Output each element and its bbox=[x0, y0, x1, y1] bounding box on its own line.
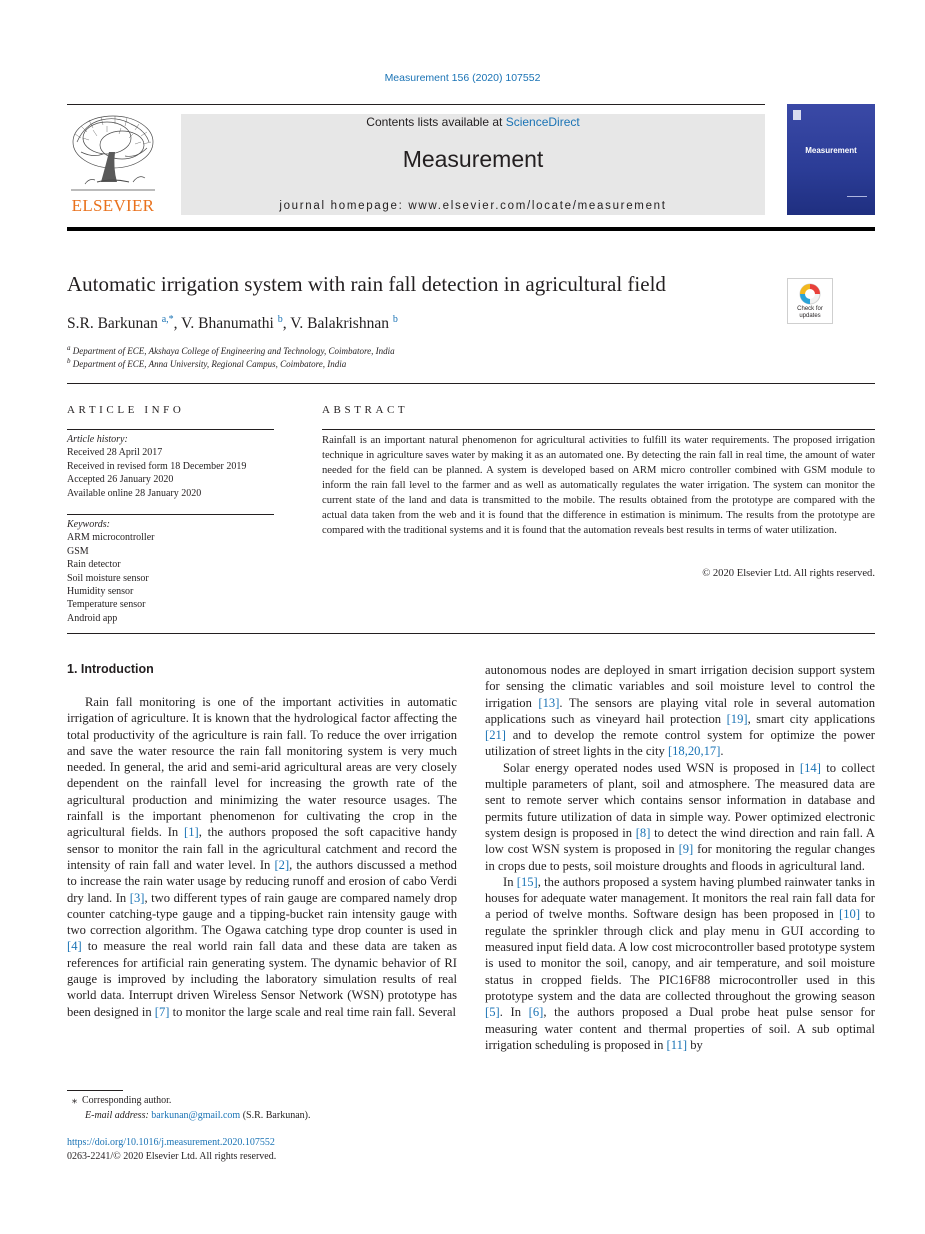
affiliation-text: Department of ECE, Akshaya College of Engineering and Technology, Coimbatore, India bbox=[72, 346, 395, 356]
article-info-heading: ARTICLE INFO bbox=[67, 404, 185, 416]
abstract-rule bbox=[322, 429, 875, 430]
body-column-left bbox=[67, 694, 457, 1020]
contents-prefix: Contents lists available at bbox=[366, 115, 506, 129]
body-text: , smart city applications bbox=[747, 711, 875, 726]
masthead-thick-rule bbox=[67, 227, 875, 231]
history-received: Received 28 April 2017 bbox=[67, 447, 163, 459]
body-text: . The sensors are playing vital role in several automation applications such as vineyard hail protection bbox=[485, 695, 875, 726]
body-paragraph bbox=[485, 760, 875, 874]
body-paragraph bbox=[67, 694, 457, 1020]
author-separator: , bbox=[173, 315, 182, 332]
body-text: and to develop the remote control system for optimize the power utilization of street lights in the city bbox=[485, 728, 875, 759]
body-paragraph bbox=[485, 662, 875, 760]
author-email-link[interactable]: barkunan@gmail.com bbox=[151, 1110, 241, 1121]
body-text: to monitor the large scale and real time rain fall. Several bbox=[169, 1004, 456, 1019]
citation-link[interactable]: [5] bbox=[485, 1005, 500, 1020]
body-text: Rain fall monitoring is one of the important activities in automatic irrigation of agriculture. It is known that the hydrological factor affecting the total productivity of the agriculture is rain fall. To reduce the over irrigation and save the water resource the rain fall monitoring system is very much needed. In general, the arid and semi-arid agricultural areas are very closely dependent on the rainfall level for increasing the growth rate of the agricultural production and minimizing the water resource usages. The rainfall is the important phenomenon for cultivating the crop in the agricultural fields. In bbox=[67, 695, 457, 840]
author-separator: , bbox=[282, 315, 291, 332]
cover-logo-icon bbox=[793, 110, 801, 120]
body-text: , two different types of rain gauge are compared namely drop counter catching-type gauge and a tipping-bucket rain intensity gauge with two correction algorithm. The Ogawa catching type drop counter is used in bbox=[67, 890, 458, 938]
body-text: autonomous nodes are deployed in smart irrigation decision support system for sensing the climatic variables and soil moisture level to control the irrigation bbox=[485, 663, 875, 710]
keyword-item: Android app bbox=[67, 612, 118, 624]
keywords-list bbox=[67, 518, 277, 625]
journal-reference-link[interactable]: Measurement 156 (2020) 107552 bbox=[384, 72, 541, 84]
doi-block bbox=[67, 1136, 276, 1164]
citation-link[interactable]: [21] bbox=[485, 728, 506, 743]
keyword-item: Soil moisture sensor bbox=[67, 572, 149, 584]
body-paragraph bbox=[485, 874, 875, 1053]
keyword-item: Humidity sensor bbox=[67, 586, 134, 598]
crossmark-label: Check for updates bbox=[797, 306, 823, 319]
body-text: by bbox=[687, 1037, 703, 1052]
doi-link[interactable]: https://doi.org/10.1016/j.measurement.2020.107552 bbox=[67, 1137, 275, 1148]
citation-link[interactable]: [10] bbox=[839, 907, 861, 922]
author-affiliation-marker[interactable]: b bbox=[277, 314, 283, 325]
body-text: , the authors discussed a method to increase the rain water usage by reducing runoff and erosion of cabo Verdi dry land. In bbox=[67, 857, 457, 905]
cover-decoration-icon bbox=[847, 196, 867, 209]
elsevier-logo bbox=[67, 112, 159, 216]
keywords-rule bbox=[67, 514, 274, 515]
affiliation-mark: b bbox=[67, 357, 71, 365]
top-rule bbox=[67, 104, 765, 105]
history-online: Available online 28 January 2020 bbox=[67, 487, 202, 499]
citation-link[interactable]: [7] bbox=[154, 1004, 170, 1019]
body-column-right bbox=[485, 662, 875, 1053]
journal-masthead bbox=[181, 114, 765, 215]
history-revised: Received in revised form 18 December 2019 bbox=[67, 460, 247, 472]
cover-title: Measurement bbox=[805, 146, 857, 155]
section-rule bbox=[67, 383, 875, 384]
body-text: to detect the wind direction and rain fall. A low cost WSN system is proposed in bbox=[485, 825, 875, 857]
email-label: E-mail address: bbox=[85, 1110, 149, 1121]
history-label: Article history: bbox=[67, 434, 128, 445]
body-text: to measure the real world rain fall data and these data are taken as references for artificial rain generating system. The dynamic behavior of RI gauge is improved by including the laboratory simulation results of real world data. Interrupt driven Wireless Sensor Network (WSN) prototype has been designed in bbox=[67, 939, 457, 1019]
author-affiliation-marker[interactable]: b bbox=[392, 314, 398, 325]
body-text: , the authors proposed a system having plumbed rainwater tanks in houses for adequate water management. It monitors the real rain fall data for a period of twelve months. Software design has been proposed in bbox=[485, 874, 876, 922]
author-name[interactable]: S.R. Barkunan bbox=[67, 315, 158, 332]
body-text: to regulate the sprinkler through click and play menu in GUI according to measured input field data. A low cost microcontroller based prototype system is used to monitor the soil, canopy, and air temperature, and soil moisture status in cropped fields. The PIC16F88 microcontroller used in this prototype system and the data are collected throughout the growing season bbox=[485, 907, 876, 1003]
citation-link[interactable]: [14] bbox=[799, 760, 821, 775]
abstract-text: Rainfall is an important natural phenomenon for agricultural activities to fulfill its water requirements. The proposed irrigation technique in agriculture saves water by making it as an automated one. By detecting the rain fall in real time, the amount of water needed for the field can be planned. A system is developed based on ARM micro controller combined with GSM module to inform the rain fall level to the farmer and as well as automatically regulates the water irrigation. The system can monitor the current state of the land and data is transmitted to the mobile. The results obtained from the prototype are compared with the actual data taken from the web and it is found that the difference in estimation is minimum. The results from the prototype are compared with the traditional systems and it is found that the automation reveals best results in terms of water utilization. bbox=[322, 435, 875, 536]
citation-link[interactable]: [18,20,17] bbox=[667, 744, 721, 759]
keyword-item: ARM microcontroller bbox=[67, 532, 155, 544]
affiliation-text: Department of ECE, Anna University, Regional Campus, Coimbatore, India bbox=[72, 359, 347, 369]
footnote-star: ⁎ bbox=[72, 1095, 77, 1106]
keyword-item: Rain detector bbox=[67, 559, 121, 571]
sciencedirect-link[interactable]: ScienceDirect bbox=[505, 115, 580, 129]
corresponding-author-footnote bbox=[67, 1093, 310, 1123]
check-for-updates-button[interactable] bbox=[787, 278, 833, 324]
citation-link[interactable]: [6] bbox=[528, 1005, 544, 1020]
elsevier-wordmark: ELSEVIER bbox=[71, 196, 155, 215]
affiliation-mark: a bbox=[67, 344, 71, 352]
affiliation-a bbox=[67, 344, 395, 356]
contents-line bbox=[181, 115, 765, 129]
crossmark-icon bbox=[788, 279, 832, 309]
author-name[interactable]: V. Balakrishnan bbox=[290, 315, 389, 332]
citation-link[interactable]: [1] bbox=[184, 825, 199, 840]
abstract-heading: ABSTRACT bbox=[322, 404, 409, 416]
abstract-copyright: © 2020 Elsevier Ltd. All rights reserved. bbox=[702, 568, 875, 579]
body-text: . In bbox=[499, 1005, 529, 1020]
issn-copyright: 0263-2241/© 2020 Elsevier Ltd. All rights reserved. bbox=[67, 1151, 277, 1162]
body-text: for monitoring the regular changes in crops due to pests, soil moisture droughts and floods in agricultural land. bbox=[485, 842, 875, 873]
introduction-heading: 1. Introduction bbox=[67, 662, 154, 676]
history-accepted: Accepted 26 January 2020 bbox=[67, 474, 174, 486]
citation-link[interactable]: [2] bbox=[274, 857, 290, 872]
citation-link[interactable]: [4] bbox=[67, 939, 82, 954]
footnote-rule bbox=[67, 1090, 123, 1091]
keyword-item: GSM bbox=[67, 545, 89, 557]
journal-name: Measurement bbox=[402, 146, 544, 172]
author-list bbox=[67, 314, 398, 333]
author-name[interactable]: V. Bhanumathi bbox=[181, 315, 274, 332]
body-text: to collect multiple parameters of plant, soil and atmosphere. The measured data are sent to remote server which contains sensor information in database and permits future utilization of data in simple way. Power optimized electronic system design is proposed in bbox=[485, 760, 875, 840]
citation-link[interactable]: [8] bbox=[635, 825, 651, 840]
body-text: , the authors proposed the soft capacitive handy sensor to monitor the rain fall in the agricultural catchment and record the intensity of rain fall and water level. In bbox=[67, 825, 457, 872]
citation-link[interactable]: [13] bbox=[538, 695, 560, 710]
email-owner: (S.R. Barkunan). bbox=[242, 1110, 311, 1121]
keyword-item: Temperature sensor bbox=[67, 599, 146, 611]
body-text: . bbox=[720, 744, 724, 759]
citation-link[interactable]: [15] bbox=[516, 874, 538, 889]
citation-link[interactable]: [9] bbox=[678, 842, 694, 857]
author-affiliation-marker[interactable]: a,* bbox=[161, 314, 174, 325]
body-text: In bbox=[503, 874, 517, 889]
affiliation-b bbox=[67, 357, 346, 369]
citation-link[interactable]: [19] bbox=[726, 711, 748, 726]
article-title: Automatic irrigation system with rain fall detection in agricultural field bbox=[67, 272, 666, 296]
journal-homepage-link[interactable]: journal homepage: www.elsevier.com/locate/measurement bbox=[279, 200, 667, 212]
body-text: , the authors proposed a Dual probe heat pulse sensor for measuring water content and thermal properties of soil. A sub optimal irrigation scheduling is proposed in bbox=[485, 1005, 875, 1052]
article-info-rule bbox=[67, 429, 274, 430]
footnote-corresponding: Corresponding author. bbox=[82, 1095, 172, 1106]
keywords-label: Keywords: bbox=[67, 519, 110, 530]
section-rule bbox=[67, 633, 875, 634]
citation-link[interactable]: [3] bbox=[129, 890, 145, 905]
article-history bbox=[67, 433, 277, 500]
body-text: Solar energy operated nodes used WSN is proposed in bbox=[503, 760, 800, 775]
journal-cover-image bbox=[787, 104, 875, 215]
citation-link[interactable]: [11] bbox=[666, 1037, 688, 1052]
